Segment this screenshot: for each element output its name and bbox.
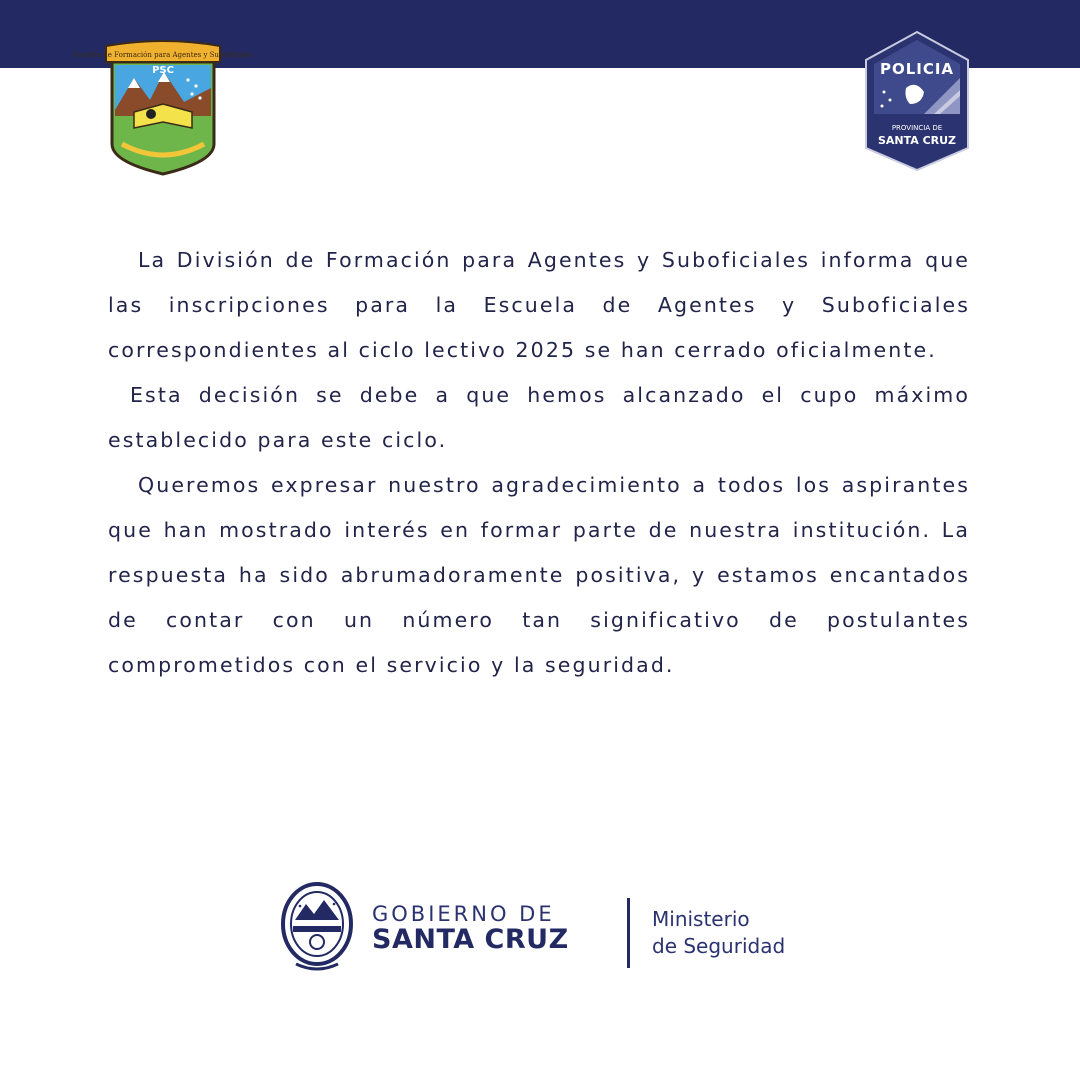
- gov-title-line2: SANTA CRUZ: [372, 924, 569, 955]
- announcement-body: [108, 238, 970, 688]
- footer-government-logo: [278, 878, 808, 978]
- ministry-line1: Ministerio: [652, 907, 750, 931]
- paragraph-quota: Esta decisión se debe a que hemos alcanzado el cupo máximo establecido para este ciclo.: [108, 383, 970, 452]
- ministry-line2: de Seguridad: [652, 934, 786, 958]
- province-coat-of-arms-icon: [278, 880, 356, 974]
- police-shield-title: POLICIA: [879, 60, 955, 78]
- police-shield-subtitle-1: PROVINCIA DE: [891, 124, 943, 132]
- paragraph-closure: La División de Formación para Agentes y Suboficiales informa que las inscripciones para la Escuela de Agentes y Suboficiales correspondientes al ciclo lectivo 2025 se han cerrado oficialmente.: [108, 248, 970, 362]
- psc-crest-arc-text: Escuela de Formación para Agentes y Suboficiales: [73, 51, 253, 59]
- gov-title-line1: GOBIERNO DE: [372, 902, 555, 926]
- paragraph-thanks: Queremos expresar nuestro agradecimiento a todos los aspirantes que han mostrado interés en formar parte de nuestra institución. La respuesta ha sido abrumadoramente positiva, y estamos encantados de contar con un número tan significativo de postulantes comprometidos con el servicio y la seguridad.: [108, 473, 970, 677]
- police-shield-subtitle-2: SANTA CRUZ: [877, 134, 957, 147]
- police-shield-icon: [864, 30, 970, 172]
- psc-crest-initials: PSC: [152, 65, 174, 76]
- footer-divider: [627, 898, 630, 968]
- psc-school-crest-icon: [73, 40, 253, 176]
